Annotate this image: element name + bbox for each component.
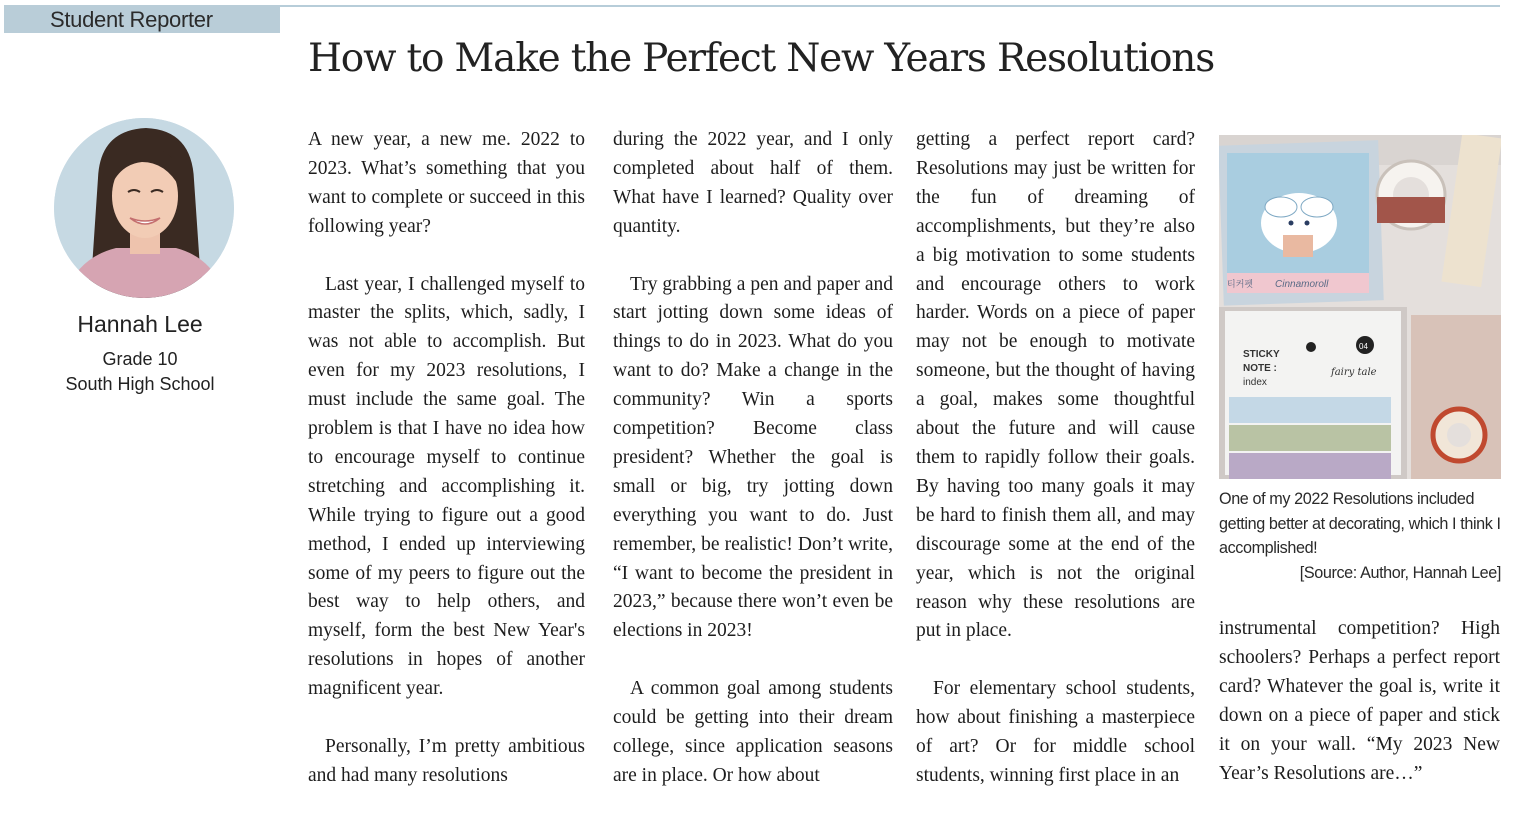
- paragraph: A common goal among students could be getting into their dream college, since application seasons are in place. Or how about: [613, 678, 893, 786]
- photo-credit: [Source: Author, Hannah Lee]: [1299, 564, 1501, 582]
- photo-label-fairy-tale: fairy tale: [1331, 367, 1377, 378]
- photo-label-sticky: STICKY: [1243, 349, 1280, 360]
- paragraph: A new year, a new me. 2022 to 2023. What’s something that you want to complete or succeed in this following year?: [308, 129, 585, 237]
- section-label: Student Reporter: [50, 7, 213, 32]
- stationery-photo: [1219, 135, 1501, 479]
- article-headline: How to Make the Perfect New Years Resolutions: [308, 36, 1215, 81]
- article-photo: [1219, 135, 1501, 479]
- paragraph: Last year, I challenged myself to master the splits, which, sadly, I was not able to accomplish. But even for my 2023 resolutions, I must include the same goal. The problem is that I have no idea how to encourage myself to continue stretching and accomplishing it. While trying to figure out a good method, I ended up interviewing some of my peers to figure out the best way to help others, and myself, form the best New Year's resolutions in hopes of another magnificent year.: [308, 273, 585, 700]
- photo-label-note: NOTE :: [1243, 363, 1277, 374]
- photo-label-cinnamoroll: Cinnamoroll: [1275, 279, 1329, 290]
- photo-label-number: 04: [1359, 342, 1368, 351]
- photo-label-index: index: [1243, 377, 1267, 388]
- author-name: Hannah Lee: [77, 311, 203, 337]
- author-avatar: [54, 118, 234, 298]
- article-column-2: [613, 126, 893, 820]
- paragraph: instrumental competition? High schoolers? Perhaps a perfect report card? Whatever the goal is, write it down on a piece of paper and stick it on your wall. “My 2023 New Year’s Resolutions are…”: [1219, 618, 1500, 784]
- author-school: South High School: [65, 374, 215, 394]
- paragraph: during the 2022 year, and I only completed about half of them. What have I learned? Quality over quantity.: [613, 129, 893, 237]
- section-tab: [4, 5, 280, 33]
- article-column-1: [308, 126, 585, 820]
- author-grade: Grade 10: [102, 349, 178, 369]
- paragraph: Personally, I’m pretty ambitious and had many resolutions: [308, 736, 585, 786]
- photo-caption: One of my 2022 Resolutions included getting better at decorating, which I think I accomplished!: [1219, 490, 1501, 558]
- paragraph: For elementary school students, how about finishing a masterpiece of art? Or for middle school students, winning first place in an: [916, 678, 1195, 786]
- paragraph: Try grabbing a pen and paper and start jotting down some ideas of things to do in 2023. What do you want to do? Make a change in the community? Win a sports competition? Become class president? Whether the goal is small or big, try jotting down everything you want to do. Just remember, be realistic! Don’t write, “I want to become the president in 2023,” because there won’t even be elections in 2023!: [613, 273, 893, 642]
- article-column-3: [916, 126, 1195, 820]
- author-portrait: [54, 118, 234, 298]
- photo-label-korean: 티커펫: [1227, 279, 1254, 289]
- article-column-4: [1219, 615, 1500, 817]
- paragraph: getting a perfect report card? Resolutions may just be written for the fun of dreaming of accomplishments, but they’re also a big motivation to some students and encourage others to work harder. Words on a piece of paper may not be enough to motivate someone, but the thought of having a goal, makes some thoughtful about the future and will cause them to rapidly follow their goals. By having too many goals it may be hard to finish them all, and may discourage some at the end of the year, which is not the original reason why these resolutions are put in place.: [916, 129, 1195, 642]
- header-rule: [280, 5, 1500, 7]
